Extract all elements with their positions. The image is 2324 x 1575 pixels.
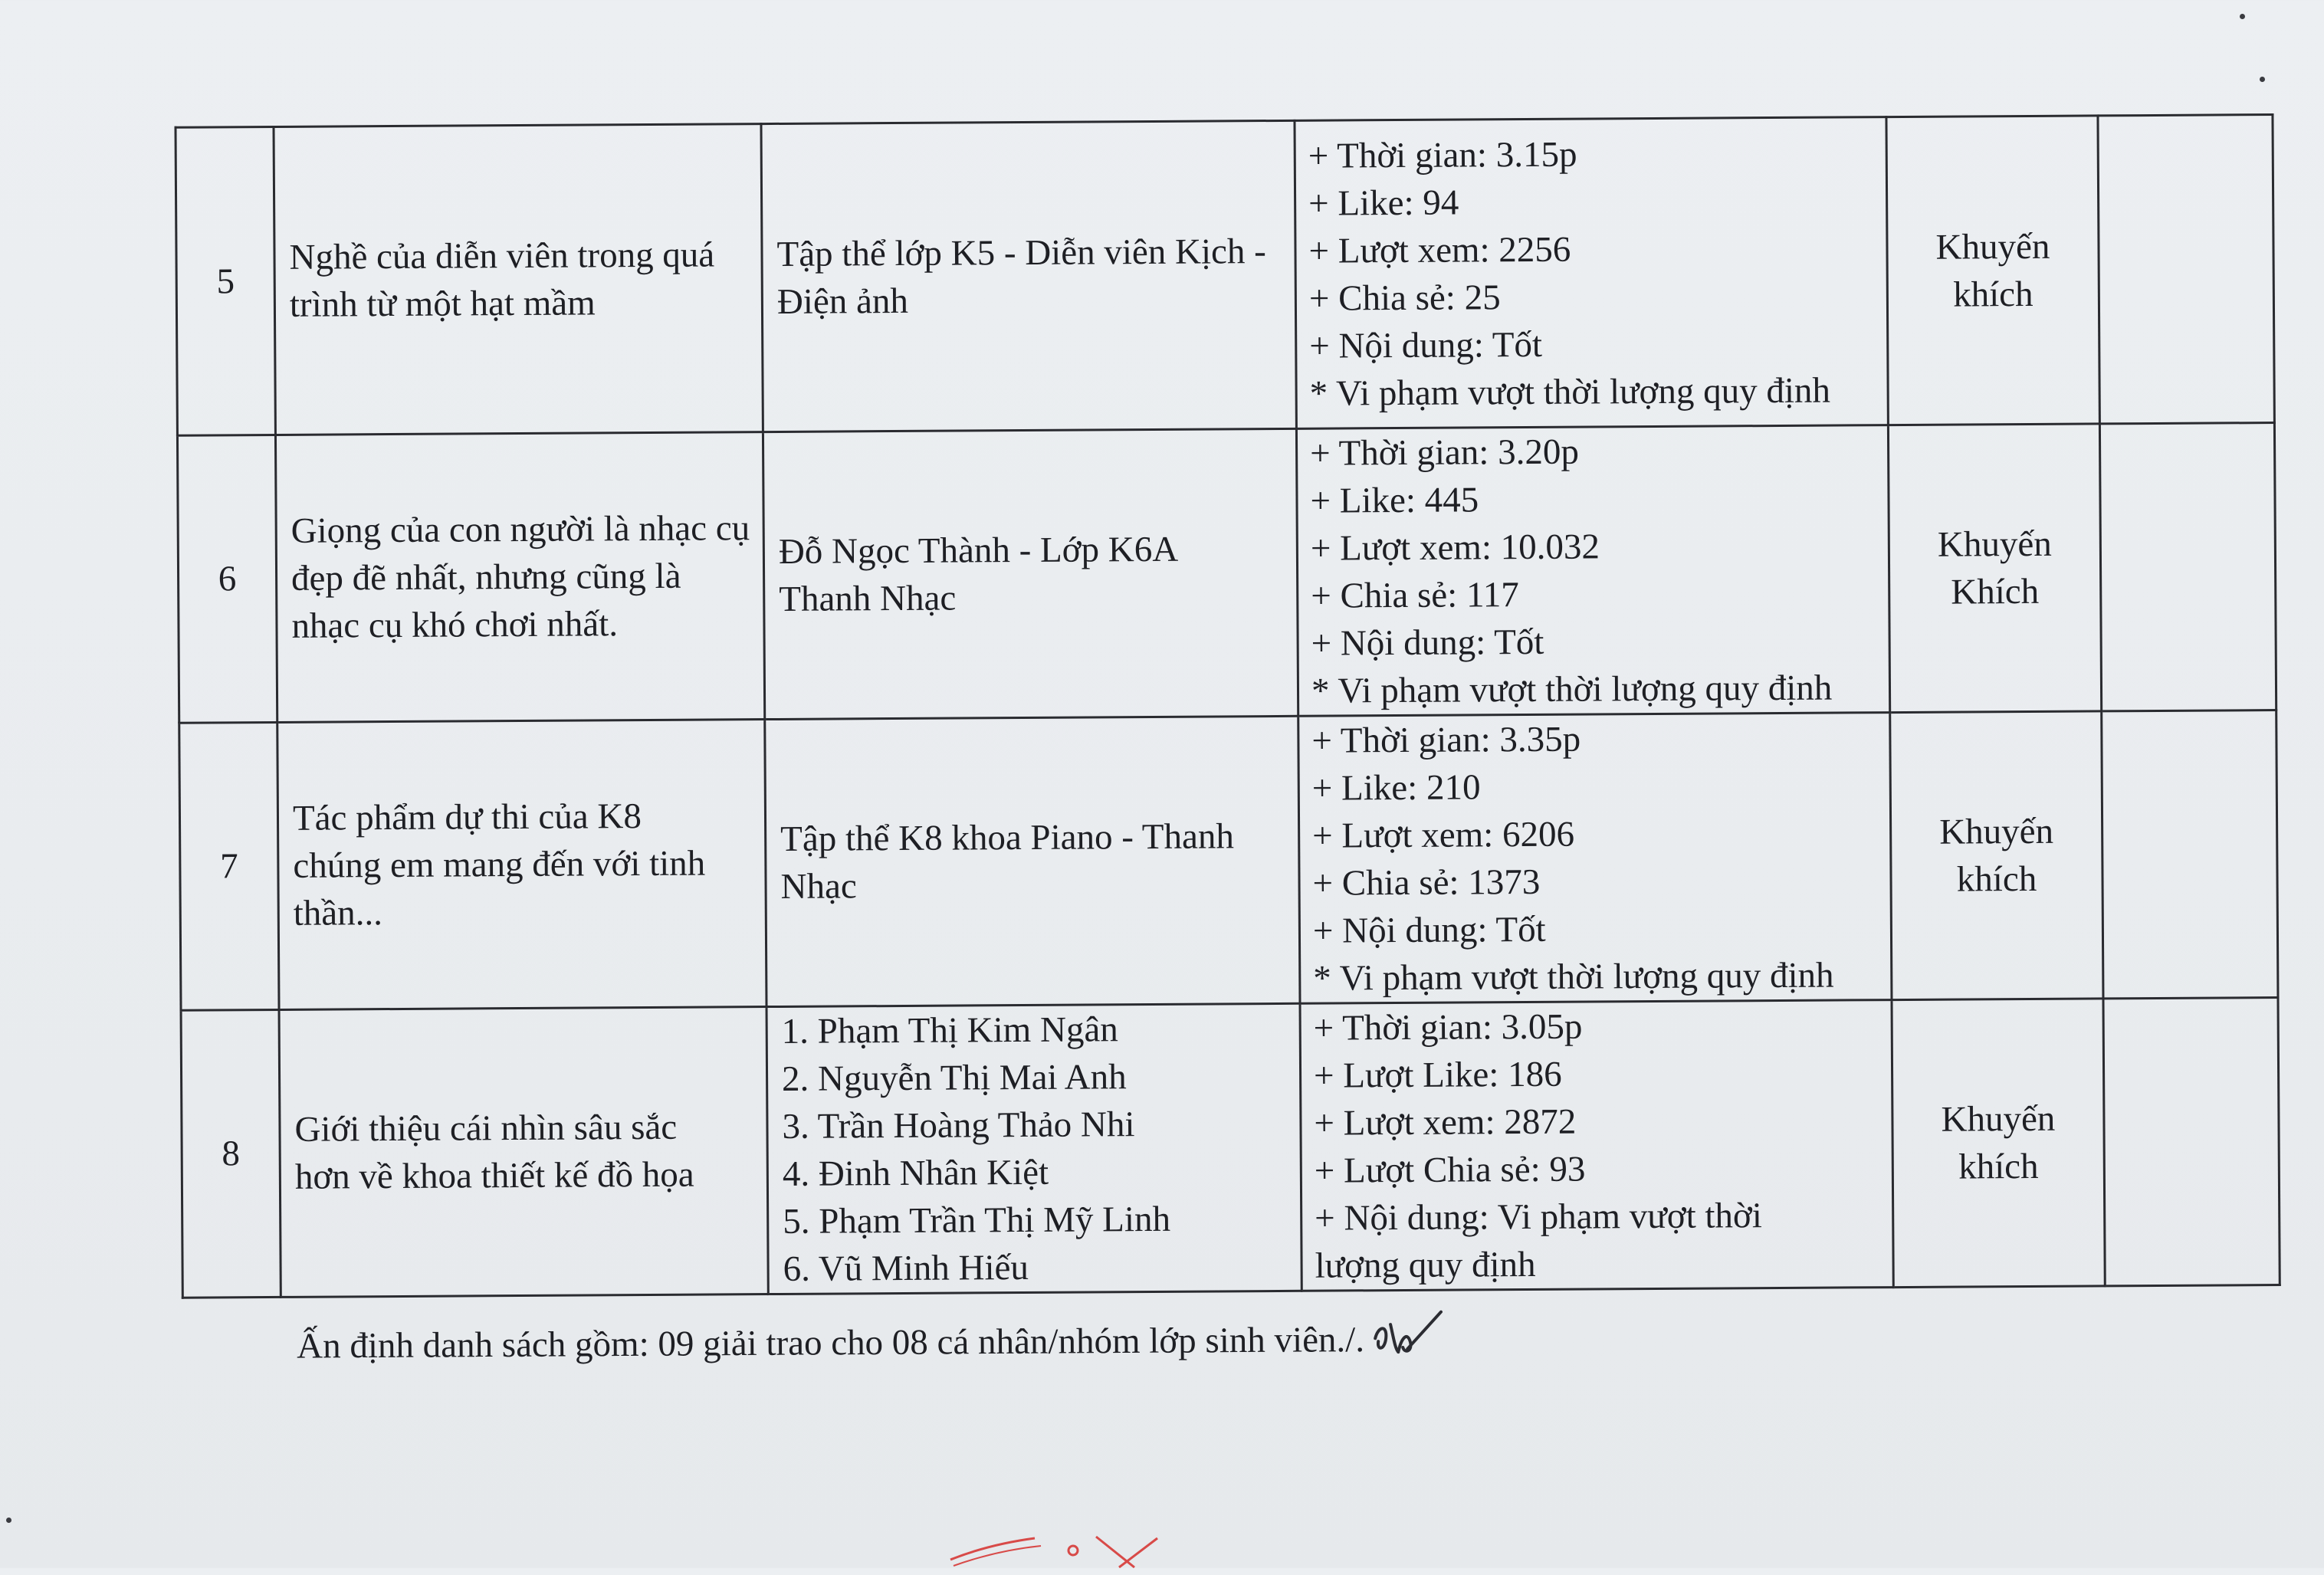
stat-views: + Lượt xem: 10.032	[1310, 527, 1600, 569]
entry-award	[1890, 711, 2103, 1000]
entry-award-text: Khuyến Khích	[1937, 523, 2052, 612]
entry-author-text: Tập thể K8 khoa Piano - Thanh Nhạc	[780, 816, 1235, 907]
entry-note	[2103, 998, 2280, 1286]
stat-shares: + Lượt Chia sẻ: 93	[1314, 1149, 1586, 1191]
author-item: 6. Vũ Minh Hiếu	[783, 1247, 1029, 1289]
table-row	[176, 115, 2274, 436]
stat-views: + Lượt xem: 6206	[1312, 814, 1575, 856]
stat-views: + Lượt xem: 2256	[1308, 229, 1571, 271]
stat-duration: + Thời gian: 3.05p	[1313, 1006, 1583, 1048]
stat-shares: + Chia sẻ: 117	[1311, 575, 1519, 616]
stat-duration: + Thời gian: 3.15p	[1308, 134, 1577, 176]
author-item: 2. Nguyễn Thị Mai Anh	[781, 1057, 1127, 1099]
author-item: 1. Phạm Thị Kim Ngân	[781, 1009, 1118, 1052]
entry-author	[763, 428, 1298, 719]
footer-note	[297, 1308, 1444, 1385]
stat-views: + Lượt xem: 2872	[1314, 1101, 1577, 1144]
stat-violation: * Vi phạm vượt thời lượng quy định	[1309, 370, 1831, 414]
stat-likes: + Like: 94	[1308, 182, 1459, 224]
stat-likes: + Lượt Like: 186	[1313, 1054, 1562, 1096]
entry-title	[274, 124, 763, 435]
entry-stats	[1295, 117, 1888, 429]
stat-shares: + Chia sẻ: 1373	[1312, 861, 1541, 904]
entry-author	[765, 716, 1300, 1006]
entry-title-text: Giới thiệu cái nhìn sâu sắc hơn về khoa thiết kế đồ họa	[294, 1107, 694, 1197]
entry-author	[761, 120, 1296, 431]
row-number: 5	[176, 126, 275, 435]
table-row	[181, 998, 2280, 1298]
stat-duration: + Thời gian: 3.20p	[1309, 431, 1580, 474]
entry-title-text: Giọng của con người là nhạc cụ đẹp đẽ nhất, nhưng cũng là nhạc cụ khó chơi nhất.	[290, 508, 750, 646]
awards-table	[174, 113, 2280, 1299]
table-row	[179, 710, 2278, 1011]
author-item: 3. Trần Hoàng Thảo Nhi	[782, 1104, 1135, 1147]
entry-note	[2102, 710, 2278, 999]
entry-stats	[1298, 713, 1892, 1004]
entry-note	[2098, 115, 2274, 424]
entry-award	[1888, 424, 2101, 713]
stat-content: + Nội dung: Vi phạm vượt thời	[1315, 1196, 1763, 1239]
row-number: 6	[177, 435, 277, 723]
entry-title	[275, 432, 764, 723]
row-number: 8	[181, 1009, 281, 1298]
author-item: 5. Phạm Trần Thị Mỹ Linh	[783, 1199, 1171, 1242]
entry-award	[1886, 116, 2099, 425]
initials-signature	[1367, 1308, 1445, 1379]
paper-speck	[2240, 14, 2245, 19]
footer-text: Ấn định danh sách gồm: 09 giải trao cho 08 cá nhân/nhóm lớp sinh viên./.	[297, 1320, 1365, 1367]
table-row	[177, 423, 2276, 724]
entry-note	[2099, 423, 2276, 711]
entry-award-text: Khuyến khích	[1939, 811, 2054, 900]
entry-award	[1892, 999, 2105, 1288]
entry-title	[277, 720, 766, 1010]
entry-title	[279, 1007, 768, 1298]
paper-speck	[6, 1518, 11, 1523]
red-stamp-fragment	[943, 1529, 1188, 1572]
stat-content: + Nội dung: Tốt	[1311, 622, 1544, 664]
stat-violation: * Vi phạm vượt thời lượng quy định	[1311, 668, 1833, 711]
entry-title-text: Nghề của diễn viên trong quá trình từ một hạt mầm	[289, 234, 715, 325]
entry-title-text: Tác phẩm dự thi của K8 chúng em mang đến với tinh thần...	[292, 796, 706, 934]
stat-likes: + Like: 210	[1311, 767, 1481, 809]
entry-stats	[1300, 1000, 1893, 1291]
stat-content-continued: lượng quy định	[1315, 1244, 1536, 1286]
author-item: 4. Đinh Nhân Kiệt	[782, 1152, 1049, 1194]
stat-duration: + Thời gian: 3.35p	[1311, 719, 1581, 761]
row-number: 7	[179, 722, 279, 1010]
stat-content: + Nội dung: Tốt	[1312, 909, 1546, 951]
entry-author-text: Tập thể lớp K5 - Diễn viên Kịch - Điện ảnh	[776, 231, 1266, 322]
entry-author-text: Đỗ Ngọc Thành - Lớp K6A Thanh Nhạc	[778, 529, 1177, 619]
paper-speck	[2260, 77, 2265, 82]
entry-stats	[1296, 425, 1889, 717]
stat-likes: + Like: 445	[1310, 480, 1479, 521]
stat-violation: * Vi phạm vượt thời lượng quy định	[1313, 955, 1834, 999]
stat-content: + Nội dung: Tốt	[1309, 324, 1543, 366]
stat-shares: + Chia sẻ: 25	[1308, 277, 1501, 319]
entry-award-text: Khuyến khích	[1935, 226, 2050, 315]
entry-authors	[766, 1003, 1302, 1294]
entry-award-text: Khuyến khích	[1941, 1098, 2056, 1187]
